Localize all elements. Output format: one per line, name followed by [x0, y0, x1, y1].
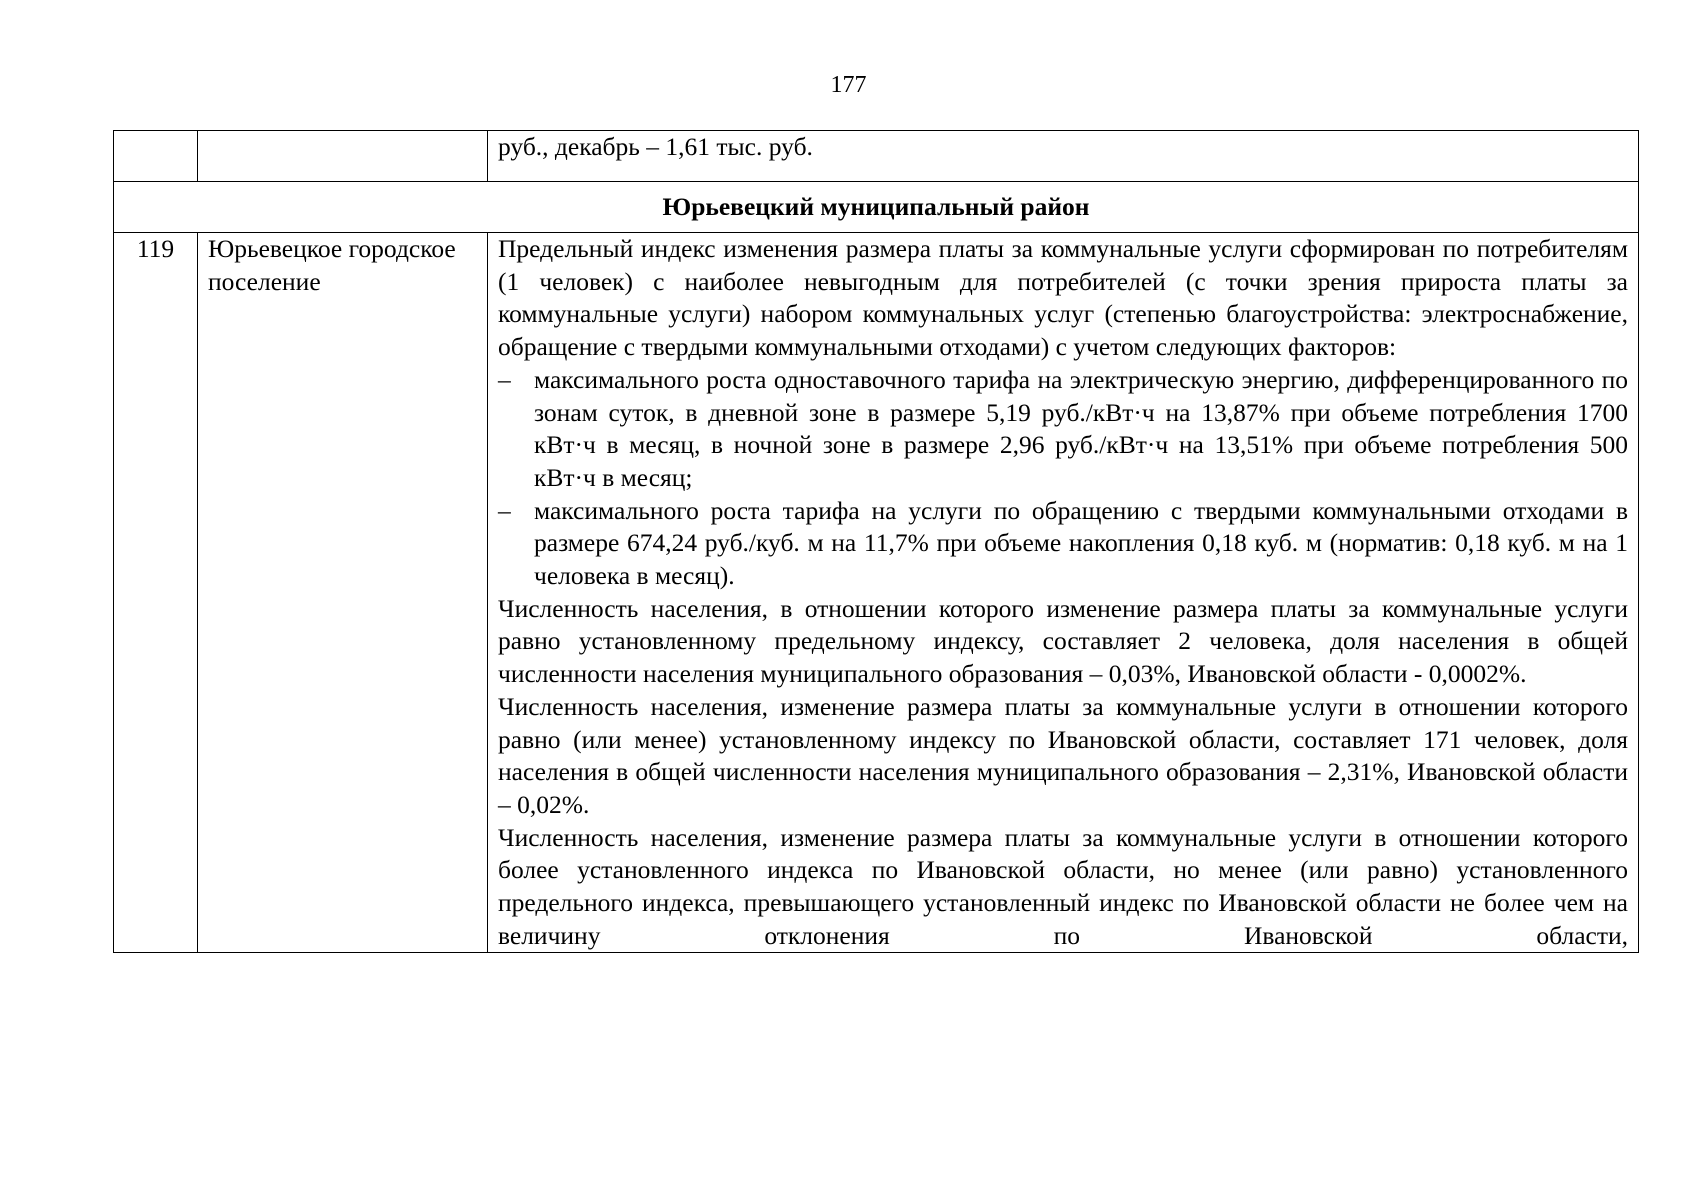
- continuation-name-cell: [198, 131, 488, 182]
- population-paragraph-limit: Численность населения, в отношении которого изменение размера платы за коммунальные услуги равно установленному предельному индексу, составляет 2 человека, доля населения в общей численности населения муниципального образования – 0,03%, Ивановской области - 0,0002%.: [498, 593, 1628, 689]
- municipality-name: Юрьевецкое городское поселение: [198, 233, 488, 953]
- table-row: [114, 233, 1639, 953]
- bullet-item-electricity: [498, 364, 1628, 495]
- population-paragraph-regional: Численность населения, изменение размера платы за коммунальные услуги в отношении которого равно (или менее) установленному индексу по Ивановской области, составляет 171 человек, доля населения в общей численности населения муниципального образования – 2,31%, Ивановской области – 0,02%.: [498, 691, 1628, 819]
- section-header: Юрьевецкий муниципальный район: [114, 182, 1639, 233]
- continuation-text: руб., декабрь – 1,61 тыс. руб.: [488, 131, 1639, 182]
- section-header-row: [114, 182, 1639, 233]
- page-number: 177: [830, 72, 867, 98]
- entry-number: 119: [114, 233, 198, 953]
- population-paragraph-above: Численность населения, изменение размера платы за коммунальные услуги в отношении которого более установленного индекса по Ивановской области, но менее (или равно) установленного предельного индекса, превышающего установленный индекс по Ивановской области не более чем на величину отклонения по Ивановской области,: [498, 822, 1628, 950]
- bullet-text: максимального роста тарифа на услуги по обращению с твердыми коммунальными отходами в размере 674,24 руб./куб. м на 11,7% при объеме накопления 0,18 куб. м (норматив: 0,18 куб. м на 1 человека в месяц).: [534, 495, 1628, 591]
- bullet-dash: –: [498, 364, 511, 394]
- continuation-row: [114, 131, 1639, 182]
- intro-paragraph: Предельный индекс изменения размера платы за коммунальные услуги сформирован по потребителям (1 человек) с наиболее невыгодным для потребителей (с точки зрения прироста платы за коммунальные услуги) набором коммунальных услуг (степенью благоустройства: электроснабжение, обращение с твердыми коммунальными отходами) с учетом следующих факторов:: [498, 234, 1628, 362]
- continuation-number-cell: [114, 131, 198, 182]
- bullet-item-waste: [498, 495, 1628, 593]
- tariff-table: [113, 130, 1639, 953]
- bullet-dash: –: [498, 495, 511, 525]
- entry-description: [488, 233, 1639, 953]
- bullet-text: максимального роста одноставочного тарифа на электрическую энергию, дифференцированного по зонам суток, в дневной зоне в размере 5,19 руб./кВт·ч на 13,87% при объеме потребления 1700 кВт·ч в месяц, в ночной зоне в размере 2,96 руб./кВт·ч на 13,51% при объеме потребления 500 кВт·ч в месяц;: [534, 364, 1628, 492]
